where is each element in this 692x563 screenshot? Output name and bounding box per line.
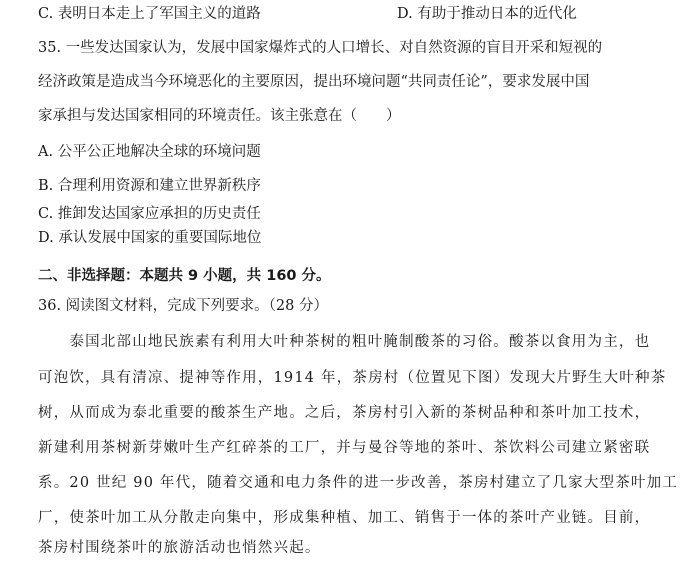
- q35-option-d: D. 承认发展中国家的重要国际地位: [38, 230, 262, 246]
- q36-material-line-3: 树，从而成为泰北重要的酸茶生产地。之后，茶房村引入新的茶树品种和茶叶加工技术，: [38, 405, 651, 421]
- q36-material-line-1: 泰国北部山地民族素有利用大叶种茶树的粗叶腌制酸茶的习俗。酸茶以食用为主，也: [38, 334, 651, 350]
- q35-option-c: C. 推卸发达国家应承担的历史责任: [38, 206, 261, 222]
- section-heading: 二、非选择题：本题共 9 小题，共 160 分。: [38, 268, 331, 284]
- q35-option-b: B. 合理利用资源和建立世界新秩序: [38, 178, 261, 194]
- q34-option-c: C. 表明日本走上了军国主义的道路: [38, 6, 261, 22]
- q35-stem-line-1: 35. 一些发达国家认为，发展中国家爆炸式的人口增长、对自然资源的盲目开采和短视的: [38, 40, 603, 56]
- q36-material-line-5: 系。20 世纪 90 年代，随着交通和电力条件的进一步改善，茶房村建立了几家大型茶叶加工: [38, 475, 679, 491]
- q35-stem-line-2: 经济政策是造成当今环境恶化的主要原因，提出环境问题“共同责任论”，要求发展中国: [38, 74, 590, 90]
- q34-option-d: D. 有助于推动日本的近代化: [397, 6, 577, 22]
- q36-material-line-6: 厂，使茶叶加工从分散走向集中，形成集种植、加工、销售于一体的茶叶产业链。目前，: [38, 510, 651, 526]
- q36-material-line-4: 新建利用茶树新芽嫩叶生产红碎茶的工厂，并与曼谷等地的茶叶、茶饮料公司建立紧密联: [38, 440, 651, 456]
- q35-stem-line-3: 家承担与发达国家相同的环境责任。该主张意在（ ）: [38, 108, 401, 124]
- q35-option-a: A. 公平公正地解决全球的环境问题: [38, 144, 261, 160]
- q36-material-line-7: 茶房村围绕茶叶的旅游活动也悄然兴起。: [38, 540, 321, 556]
- q36-material-line-2: 可泡饮，具有清凉、提神等作用，1914 年，茶房村（位置见下图）发现大片野生大叶种茶: [38, 370, 667, 386]
- q36-intro: 36. 阅读图文材料，完成下列要求。（28 分）: [38, 298, 328, 314]
